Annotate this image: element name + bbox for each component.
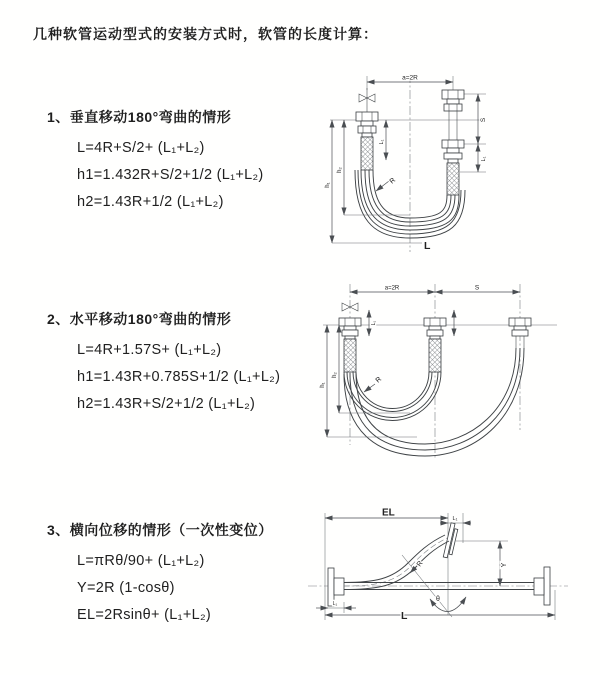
hose-fitting-left (339, 318, 361, 372)
dim-label-r: R (388, 176, 398, 186)
dimensions (316, 508, 555, 623)
reference-lines (325, 513, 555, 620)
formula-line: h1=1.432R+S/2+1/2 (L₁+L₂) (77, 167, 264, 183)
braided-hose-section (429, 339, 441, 372)
page-title: 几种软管运动型式的安装方式时，软管的长度计算： (33, 26, 378, 42)
section-3-heading: 3、横向位移的情形（一次性变位） (47, 522, 273, 538)
braided-hose-section (344, 339, 356, 372)
dimensions (325, 75, 487, 253)
formula-line: h1=1.43R+0.785S+1/2 (L₁+L₂) (77, 369, 281, 385)
dim-label-s: S (474, 284, 480, 292)
section-1-formulas (47, 135, 264, 216)
braided-hose-section (361, 137, 373, 170)
section-2 (47, 309, 280, 418)
diagram-horizontal-180-bend (305, 280, 600, 465)
formula-line: Y=2R (1-cosθ) (77, 580, 175, 596)
formula-line: L=4R+1.57S+ (L₁+L₂) (77, 342, 222, 358)
dim-label-r: R (374, 375, 384, 385)
dim-label-l: L (424, 240, 431, 252)
dim-label-l1: L₁ (371, 320, 377, 326)
dim-label-h1: h₁ (320, 382, 326, 388)
dim-label-theta: θ (436, 596, 440, 603)
diagram-vertical-180-bend (310, 60, 600, 260)
dim-label-l: L (401, 610, 408, 622)
formula-line: EL=2Rsinθ+ (L₁+L₂) (77, 607, 212, 623)
dim-label-a2r: a=2R (384, 285, 400, 292)
formula-line: L=4R+S/2+ (L₁+L₂) (77, 140, 205, 156)
section-3-formulas (47, 548, 273, 629)
dim-label-a2r: a=2R (402, 74, 418, 82)
dim-label-l1-left: L₁ (379, 139, 385, 145)
section-1-heading: 1、垂直移动180°弯曲的情形 (47, 109, 232, 125)
braided-hose-section (447, 163, 459, 195)
dim-label-el: EL (382, 507, 395, 519)
dim-label-y: Y (501, 562, 508, 568)
section-2-heading: 2、水平移动180°弯曲的情形 (47, 311, 232, 327)
hose-s-curve (344, 535, 449, 590)
dim-label-h2: h₂ (337, 167, 343, 173)
formula-line: h2=1.43R+1/2 (L₁+L₂) (77, 194, 224, 210)
flange-right-lower (534, 567, 550, 605)
hose-fitting-right (442, 90, 464, 195)
dim-label-r: R (415, 559, 425, 569)
dim-label-l1-bottom: L₁ (332, 601, 338, 607)
section-3 (47, 520, 273, 629)
formula-line: h2=1.43R+S/2+1/2 (L₁+L₂) (77, 396, 256, 412)
dim-label-h1: h₁ (325, 182, 331, 188)
valve-icon (359, 88, 375, 112)
dim-label-h2: h₂ (332, 372, 338, 378)
diagram-lateral-displacement (300, 505, 600, 640)
dim-label-l1-top: L₁ (452, 516, 458, 522)
formula-line: L=πRθ/90+ (L₁+L₂) (77, 553, 205, 569)
dim-label-s: S (480, 117, 487, 123)
section-1 (47, 107, 264, 216)
hose-fitting-middle (424, 318, 446, 372)
dim-label-l1-right: L₁ (481, 156, 487, 162)
section-2-formulas (47, 337, 280, 418)
hose-fitting-left (356, 112, 378, 170)
